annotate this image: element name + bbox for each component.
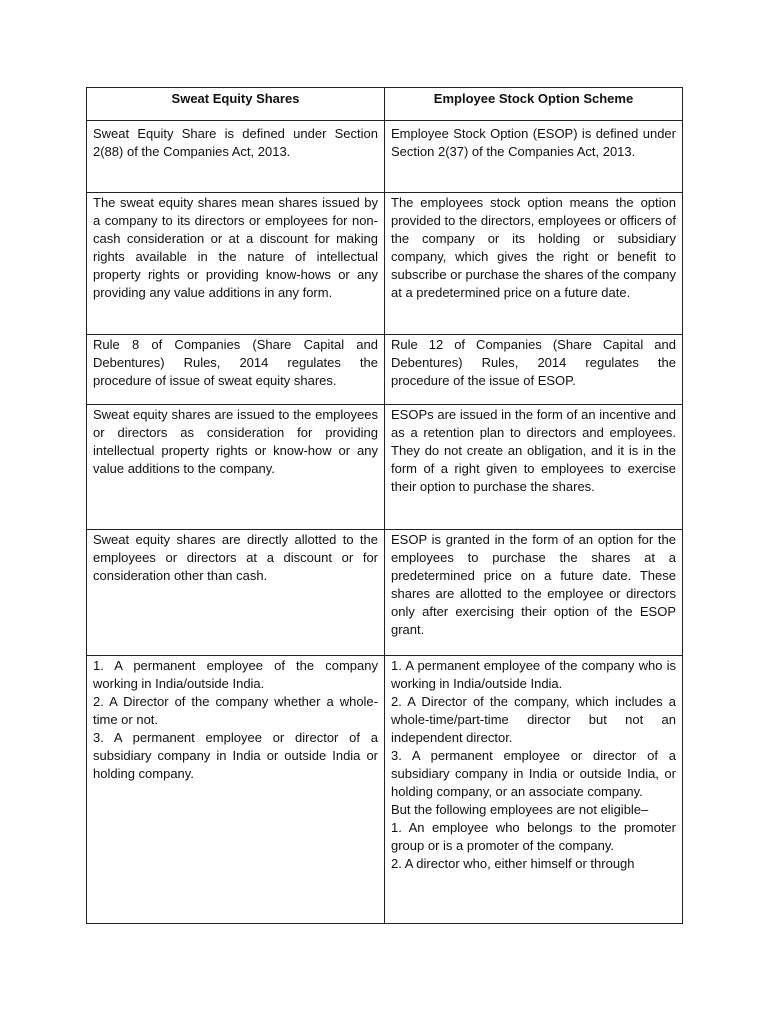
cell-text: Sweat equity shares are directly allotted to the employees or directors at a discount or for consideration other than cash.	[93, 532, 378, 583]
cell-esop-meaning	[385, 193, 683, 335]
table-row	[87, 656, 683, 924]
cell-sweat-rules	[87, 335, 385, 405]
table-row	[87, 193, 683, 335]
cell-text: The sweat equity shares mean shares issued by a company to its directors or employees for non-cash consideration or at a discount for making rights available in the nature of intellectual property rights or providing know-hows or any providing any value additions in any form.	[93, 195, 378, 300]
cell-sweat-meaning	[87, 193, 385, 335]
header-esop: Employee Stock Option Scheme	[385, 88, 683, 121]
cell-esop-rules	[385, 335, 683, 405]
table-row	[87, 530, 683, 656]
table-header-row	[87, 88, 683, 121]
cell-text: Employee Stock Option (ESOP) is defined under Section 2(37) of the Companies Act, 2013.	[391, 126, 676, 159]
cell-text: Rule 12 of Companies (Share Capital and Debentures) Rules, 2014 regulates the procedure of the issue of ESOP.	[391, 337, 676, 388]
cell-sweat-allotment	[87, 530, 385, 656]
cell-text: Sweat equity shares are issued to the employees or directors as consideration for providing intellectual property rights or know-how or any value additions to the company.	[93, 407, 378, 476]
cell-text: The employees stock option means the option provided to the directors, employees or officers of the company or its holding or subsidiary company, which gives the right or benefit to subscribe or purchase the shares of the company at a predetermined price on a future date.	[391, 195, 676, 300]
cell-text: Sweat Equity Share is defined under Section 2(88) of the Companies Act, 2013.	[93, 126, 378, 159]
cell-text: Rule 8 of Companies (Share Capital and Debentures) Rules, 2014 regulates the procedure of issue of sweat equity shares.	[93, 337, 378, 388]
table-row	[87, 405, 683, 530]
cell-text: 1. A permanent employee of the company working in India/outside India. 2. A Director of the company whether a whole-time or not. 3. A permanent employee or director of a subsidiary company in India or outside India or holding company.	[93, 658, 378, 781]
table-row	[87, 121, 683, 193]
cell-esop-purpose	[385, 405, 683, 530]
cell-text: 1. A permanent employee of the company who is working in India/outside India. 2. A Director of the company, which includes a whole-time/part-time director but not an independent director. 3. A permanent employee or director of a subsidiary company in India or outside India, or holding company, or an associate company. But the following employees are not eligible– 1. An employee who belongs to the promoter group or is a promoter of the company. 2. A director who, either himself or through	[391, 658, 676, 871]
cell-esop-allotment	[385, 530, 683, 656]
cell-sweat-eligibility	[87, 656, 385, 924]
cell-sweat-purpose	[87, 405, 385, 530]
table-row	[87, 335, 683, 405]
cell-esop-definition	[385, 121, 683, 193]
header-sweat-equity: Sweat Equity Shares	[87, 88, 385, 121]
cell-text: ESOPs are issued in the form of an incentive and as a retention plan to directors and employees. They do not create an obligation, and it is in the form of a right given to employees to exercise their option to purchase the shares.	[391, 407, 676, 494]
comparison-table	[86, 87, 683, 924]
cell-esop-eligibility	[385, 656, 683, 924]
cell-text: ESOP is granted in the form of an option for the employees to purchase the shares at a predetermined price on a future date. These shares are allotted to the employee or directors only after exercising their option of the ESOP grant.	[391, 532, 676, 637]
cell-sweat-definition	[87, 121, 385, 193]
